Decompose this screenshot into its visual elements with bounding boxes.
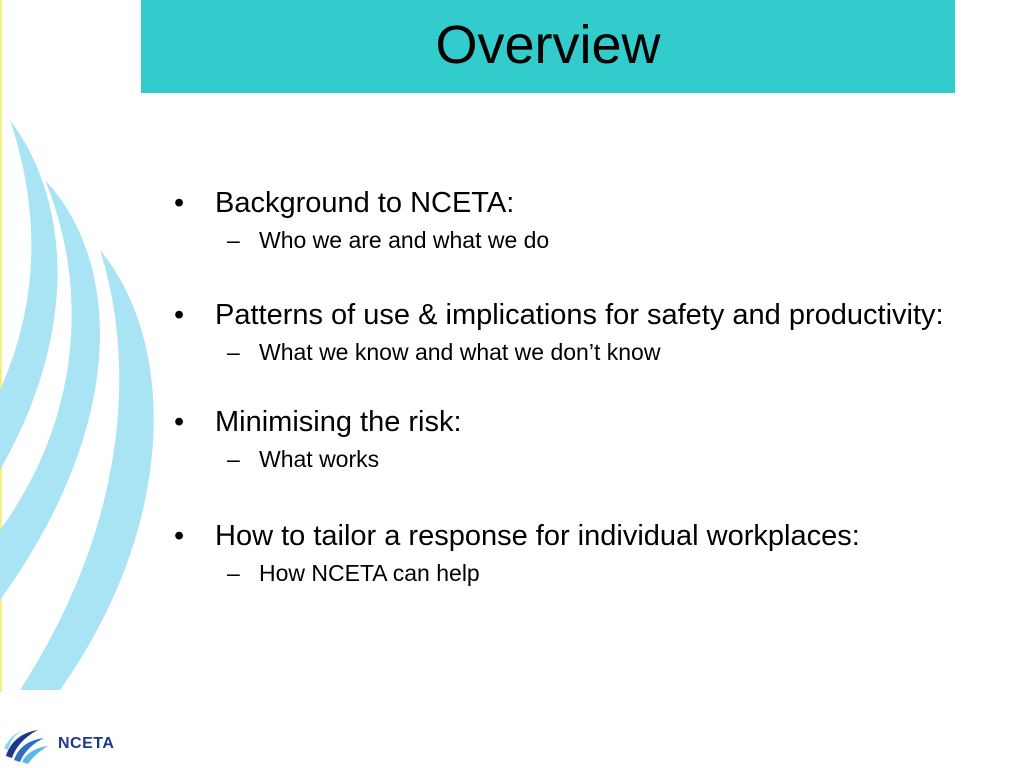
slide-title: Overview [435,15,661,75]
sub-bullet-text: What we know and what we don’t know [259,339,661,365]
dash-icon: – [227,446,240,472]
logo-text: NCETA [58,735,115,752]
sub-bullet-text: Who we are and what we do [259,227,550,253]
bullet-dot-icon: • [174,299,185,331]
bullet-text: Patterns of use & implications for safety and productivity: [215,299,944,331]
sub-bullet-item [174,338,994,366]
title-bar [141,0,955,93]
bullet-group [174,519,994,587]
dash-icon: – [227,227,240,253]
bullet-dot-icon: • [174,406,185,438]
sub-bullet-item [174,226,994,254]
bullet-group [174,298,994,366]
bullet-list [174,186,994,626]
bullet-text: Minimising the risk: [215,406,462,438]
bullet-item [174,186,994,220]
bullet-dot-icon: • [174,520,185,552]
sub-bullet-item [174,559,994,587]
sub-bullet-text: What works [259,446,380,472]
dash-icon: – [227,560,240,586]
decorative-swoosh-icon [0,0,170,700]
sub-bullet-text: How NCETA can help [259,560,480,586]
bullet-dot-icon: • [174,187,185,219]
bullet-item [174,519,994,553]
sub-bullet-item [174,445,994,473]
bullet-group [174,186,994,254]
bullet-item [174,298,994,332]
nceta-swirl-logo-icon [0,722,52,766]
nceta-logo [0,722,114,766]
bullet-text: How to tailor a response for individual workplaces: [215,520,860,552]
bullet-group [174,405,994,473]
dash-icon: – [227,339,240,365]
bullet-item [174,405,994,439]
bullet-text: Background to NCETA: [215,187,515,219]
